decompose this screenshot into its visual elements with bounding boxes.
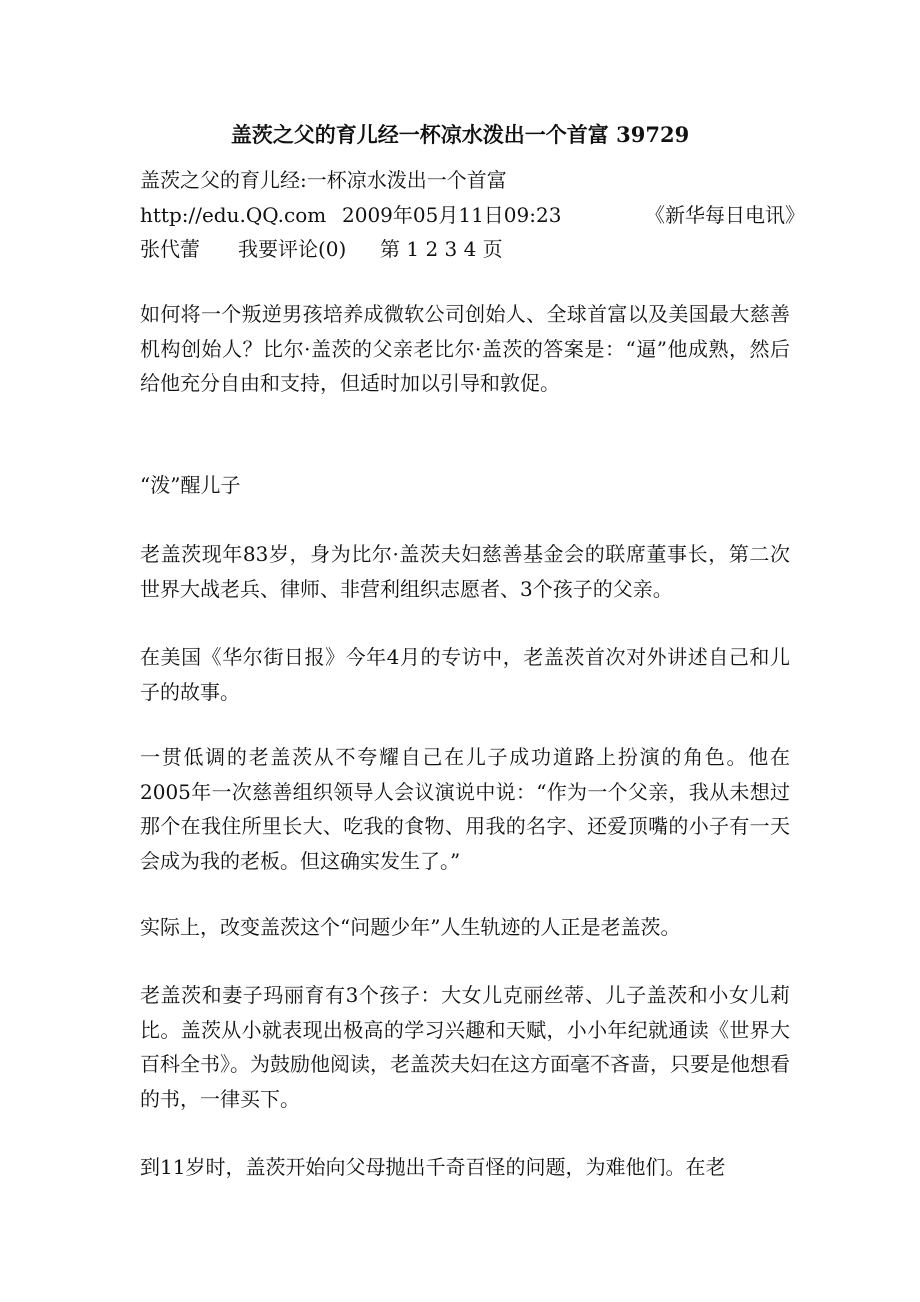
paragraph: 老盖茨现年83岁，身为比尔·盖茨夫妇慈善基金会的联席董事长，第二次世界大战老兵、律师、非营利组织志愿者、3个孩子的父亲。 xyxy=(140,542,790,601)
paragraph: 一贯低调的老盖茨从不夸耀自己在儿子成功道路上扮演的角色。他在2005年一次慈善组织领导人会议演说中说：“作为一个父亲，我从未想过那个在我住所里长大、吃我的食物、用我的名字、还爱顶嘴的小子有一天会成为我的老板。但这确实发生了。” xyxy=(140,745,790,873)
meta-date: 2009年05月11日09:23 xyxy=(342,203,562,227)
meta-author: 张代蕾 xyxy=(140,237,200,261)
paragraph: 如何将一个叛逆男孩培养成微软公司创始人、全球首富以及美国最大慈善机构创始人？比尔·盖茨的父亲老比尔·盖茨的答案是：“逼”他成熟，然后给他充分自由和支持，但适时加以引导和敦促。 xyxy=(140,302,790,395)
paragraph: 到11岁时，盖茨开始向父母抛出千奇百怪的问题，为难他们。在老 xyxy=(140,1155,726,1179)
paragraph: 老盖茨和妻子玛丽育有3个孩子：大女儿克丽丝蒂、儿子盖茨和小女儿莉比。盖茨从小就表现出极高的学习兴趣和天赋，小小年纪就通读《世界大百科全书》。为鼓励他阅读，老盖茨夫妇在这方面毫不吝啬，只要是他想看的书，一律买下。 xyxy=(140,983,790,1111)
meta-source: 《新华每日电讯》 xyxy=(645,203,805,227)
document-title: 盖茨之父的育儿经一杯凉水泼出一个首富 39729 xyxy=(230,122,690,147)
meta-site: http://edu.QQ.com xyxy=(140,203,327,227)
paragraph: 在美国《华尔街日报》今年4月的专访中，老盖茨首次对外讲述自己和儿子的故事。 xyxy=(140,645,790,704)
section-heading: “泼”醒儿子 xyxy=(140,473,241,497)
meta-pages: 第 1 2 3 4 页 xyxy=(380,237,503,261)
paragraph: 实际上，改变盖茨这个“问题少年”人生轨迹的人正是老盖茨。 xyxy=(140,915,681,939)
meta-comment: 我要评论(0) xyxy=(238,237,347,261)
document-subtitle: 盖茨之父的育儿经:一杯凉水泼出一个首富 xyxy=(140,168,507,192)
